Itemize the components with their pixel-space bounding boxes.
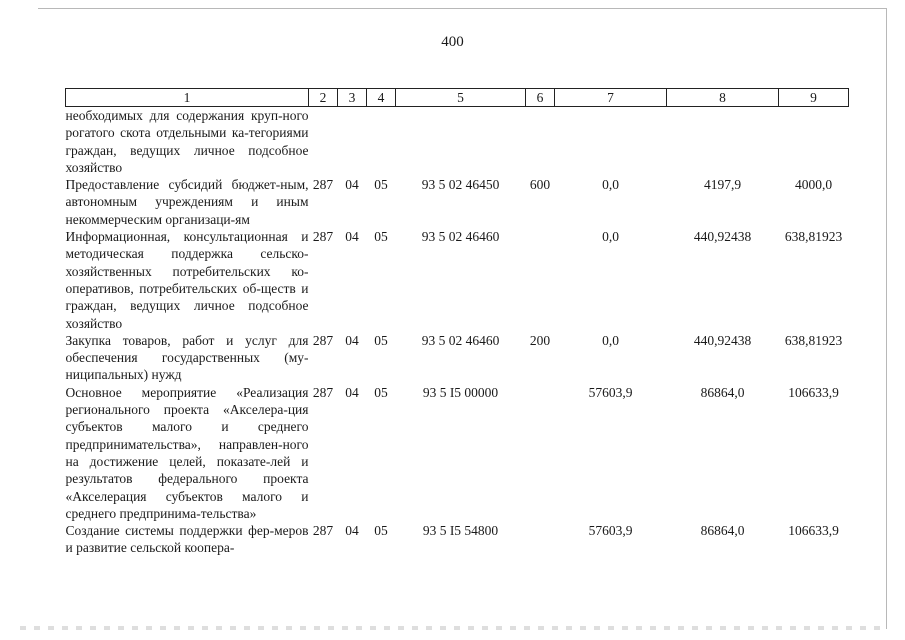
table-row bbox=[66, 384, 849, 522]
row-code-subsection: 05 bbox=[374, 523, 388, 539]
col-header-7: 7 bbox=[555, 89, 667, 107]
row-amount-7: 57603,9 bbox=[588, 384, 633, 400]
row-code-ministry: 287 bbox=[312, 177, 334, 193]
row-amount-9: 4000,0 bbox=[794, 177, 833, 193]
row-code-expense-type bbox=[526, 522, 555, 557]
row-code-section: 04 bbox=[345, 177, 359, 193]
row-code-section: 04 bbox=[345, 523, 359, 539]
row-code-section: 04 bbox=[345, 229, 359, 245]
table-row bbox=[66, 522, 849, 557]
table-row bbox=[66, 107, 849, 177]
row-name: Предоставление субсидий бюджет-ным, автономным учреждениям и иным некоммерческим организаци-ям bbox=[65, 177, 309, 227]
row-code-target: 93 5 02 46460 bbox=[421, 332, 500, 348]
col-header-9: 9 bbox=[779, 89, 849, 107]
row-amount-8: 4197,9 bbox=[703, 177, 742, 193]
row-code-subsection: 05 bbox=[374, 384, 388, 400]
row-amount-8 bbox=[667, 107, 779, 177]
row-amount-8: 86864,0 bbox=[700, 523, 745, 539]
column-number-header bbox=[66, 89, 849, 107]
row-code-section: 04 bbox=[345, 332, 359, 348]
row-amount-7 bbox=[555, 107, 667, 177]
row-amount-9: 638,81923 bbox=[784, 332, 843, 348]
col-header-6: 6 bbox=[526, 89, 555, 107]
row-name: Основное мероприятие «Реализация регионального проекта «Акселера-ция субъектов малого и среднего предпринимательства», направлен-ного на достижение целей, показате-лей и результатов федерального проекта «Акселерация субъектов малого и среднего предпринима-тельства» bbox=[65, 384, 309, 521]
row-code-subsection: 05 bbox=[374, 332, 388, 348]
row-code-target bbox=[396, 107, 526, 177]
row-amount-9: 106633,9 bbox=[788, 523, 839, 539]
row-name: Создание системы поддержки фер-меров и развитие сельской коопера- bbox=[65, 523, 309, 556]
page-number: 400 bbox=[441, 34, 464, 50]
row-code-ministry: 287 bbox=[312, 384, 334, 400]
row-code-ministry: 287 bbox=[312, 523, 334, 539]
budget-table bbox=[65, 88, 849, 557]
col-header-3: 3 bbox=[338, 89, 367, 107]
row-amount-7: 0,0 bbox=[602, 332, 619, 348]
col-header-8: 8 bbox=[667, 89, 779, 107]
row-code-section: 04 bbox=[345, 384, 359, 400]
row-code-ministry: 287 bbox=[312, 332, 334, 348]
row-name: Информационная, консультационная и методическая поддержка сельско-хозяйственных потребительских ко-оперативов, потребительских об-ществ и граждан, ведущих личное подсобное хозяйство bbox=[65, 229, 309, 331]
row-amount-9: 638,81923 bbox=[784, 229, 843, 245]
row-code-expense-type: 200 bbox=[529, 332, 551, 348]
col-header-2: 2 bbox=[309, 89, 338, 107]
row-code-subsection bbox=[367, 107, 396, 177]
row-code-target: 93 5 02 46460 bbox=[421, 229, 500, 245]
row-amount-8: 86864,0 bbox=[700, 384, 745, 400]
row-code-expense-type bbox=[526, 228, 555, 332]
row-code-target: 93 5 I5 54800 bbox=[422, 523, 499, 539]
col-header-1: 1 bbox=[66, 89, 309, 107]
table-row bbox=[66, 332, 849, 384]
row-amount-8: 440,92438 bbox=[693, 229, 752, 245]
row-code-ministry bbox=[309, 107, 338, 177]
row-name: Закупка товаров, работ и услуг для обеспечения государственных (му-ниципальных) нужд bbox=[65, 332, 309, 383]
col-header-5: 5 bbox=[396, 89, 526, 107]
row-code-target: 93 5 02 46450 bbox=[421, 177, 500, 193]
row-code-subsection: 05 bbox=[374, 177, 388, 193]
col-header-4: 4 bbox=[367, 89, 396, 107]
row-code-section bbox=[338, 107, 367, 177]
row-code-subsection: 05 bbox=[374, 229, 388, 245]
row-amount-9 bbox=[779, 107, 849, 177]
row-amount-9: 106633,9 bbox=[788, 384, 839, 400]
scan-noise-line bbox=[20, 626, 880, 630]
row-code-expense-type bbox=[526, 107, 555, 177]
row-amount-8: 440,92438 bbox=[693, 332, 752, 348]
row-amount-7: 0,0 bbox=[602, 177, 619, 193]
row-amount-7: 57603,9 bbox=[588, 523, 633, 539]
row-code-ministry: 287 bbox=[312, 229, 334, 245]
row-name: необходимых для содержания круп-ного рогатого скота отдельными ка-тегориями граждан, ведущих личное подсобное хозяйство bbox=[65, 108, 309, 175]
row-amount-7: 0,0 bbox=[602, 229, 619, 245]
row-code-target: 93 5 I5 00000 bbox=[422, 384, 499, 400]
row-code-expense-type: 600 bbox=[529, 177, 551, 193]
table-row bbox=[66, 228, 849, 332]
row-code-expense-type bbox=[526, 384, 555, 522]
table-row bbox=[66, 176, 849, 228]
